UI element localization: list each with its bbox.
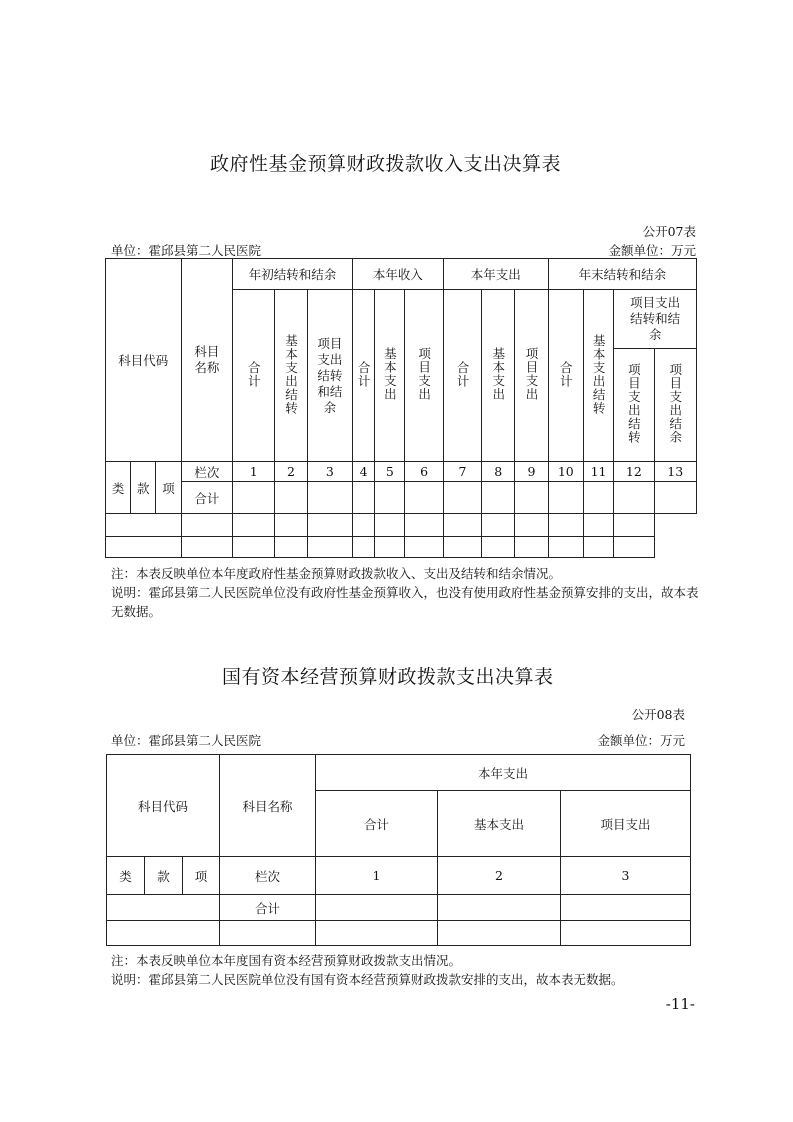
header-expense: 本年支出 (316, 755, 691, 791)
header-income: 本年收入 (353, 259, 444, 290)
header-subject-code: 科目代码 (106, 259, 182, 462)
table07-explain: 说明：霍邱县第二人民医院单位没有政府性基金预算收入，也没有使用政府性基金预算安排的支出，故本表无数据。 (111, 585, 699, 619)
header-end-total: 合计 (548, 290, 583, 462)
table-row (107, 921, 691, 946)
header-expense-basic: 基本支出 (482, 290, 515, 462)
table-row (107, 857, 691, 895)
row-label-heji: 合计 (220, 895, 316, 921)
table07-amount-unit: 金额单位：万元 (608, 243, 696, 258)
table08-note: 注：本表反映单位本年度国有资本经营预算财政拨款支出情况。 (111, 953, 462, 968)
col-num: 1 (233, 462, 275, 482)
header-total: 合计 (316, 791, 438, 857)
header-lei: 类 (106, 462, 131, 514)
table08-explain: 说明：霍邱县第二人民医院单位没有国有资本经营预算财政拨款安排的支出，故本表无数据。 (111, 972, 624, 987)
header-begin-basic: 基本支出结转 (275, 290, 307, 462)
table08-title: 国有资本经营预算财政拨款支出决算表 (222, 666, 554, 688)
row-label-lanci: 栏次 (220, 857, 316, 895)
table-row (106, 514, 697, 537)
header-basic: 基本支出 (438, 791, 561, 857)
col-num: 7 (443, 462, 481, 482)
header-end-basic: 基本支出结转 (583, 290, 613, 462)
header-expense: 本年支出 (443, 259, 548, 290)
col-num: 5 (375, 462, 405, 482)
header-income-total: 合计 (353, 290, 375, 462)
table-row (106, 482, 697, 514)
header-expense-total: 合计 (443, 290, 481, 462)
table-row (107, 895, 691, 921)
table08-unit: 单位：霍邱县第二人民医院 (111, 733, 262, 748)
col-num: 13 (654, 462, 696, 482)
header-income-project: 项目支出 (405, 290, 443, 462)
col-num: 11 (583, 462, 613, 482)
header-begin-total: 合计 (233, 290, 275, 462)
col-num: 4 (353, 462, 375, 482)
col-num: 1 (316, 857, 438, 895)
col-num: 3 (307, 462, 352, 482)
row-label-heji: 合计 (181, 482, 232, 514)
header-kuan: 款 (131, 462, 156, 514)
table07-unit: 单位：霍邱县第二人民医院 (111, 243, 262, 258)
table07-code: 公开07表 (642, 224, 696, 239)
header-end-project-surplus: 项目支出结余 (654, 349, 696, 462)
row-label-lanci: 栏次 (181, 462, 232, 482)
table-row (106, 537, 697, 558)
header-income-basic: 基本支出 (375, 290, 405, 462)
header-subject-code: 科目代码 (107, 755, 220, 857)
table07-title: 政府性基金预算财政拨款收入支出决算表 (210, 153, 562, 175)
header-kuan: 款 (145, 857, 183, 895)
col-num: 2 (275, 462, 307, 482)
table08-code: 公开08表 (631, 707, 685, 722)
table08 (106, 754, 691, 946)
header-begin-project: 项目支出结转和结余 (307, 290, 352, 462)
header-end-project-carry: 项目支出结转 (614, 349, 654, 462)
header-subject-name: 科目名称 (181, 259, 232, 462)
table07-note: 注：本表反映单位本年度政府性基金预算财政拨款收入、支出及结转和结余情况。 (111, 566, 562, 581)
col-num: 6 (405, 462, 443, 482)
col-num: 3 (561, 857, 691, 895)
page-number: -11- (665, 995, 695, 1013)
header-project: 项目支出 (561, 791, 691, 857)
col-num: 8 (482, 462, 515, 482)
col-num: 2 (438, 857, 561, 895)
header-expense-project: 项目支出 (515, 290, 548, 462)
col-num: 9 (515, 462, 548, 482)
header-xiang: 项 (183, 857, 220, 895)
header-subject-name: 科目名称 (220, 755, 316, 857)
header-lei: 类 (107, 857, 145, 895)
col-num: 10 (548, 462, 583, 482)
table07 (105, 258, 697, 558)
col-num: 12 (614, 462, 654, 482)
header-xiang: 项 (156, 462, 181, 514)
table08-amount-unit: 金额单位：万元 (597, 733, 685, 748)
table-row (106, 462, 697, 482)
header-end-project: 项目支出结转和结余 (614, 290, 697, 349)
header-end-balance: 年末结转和结余 (548, 259, 696, 290)
header-begin-balance: 年初结转和结余 (233, 259, 353, 290)
